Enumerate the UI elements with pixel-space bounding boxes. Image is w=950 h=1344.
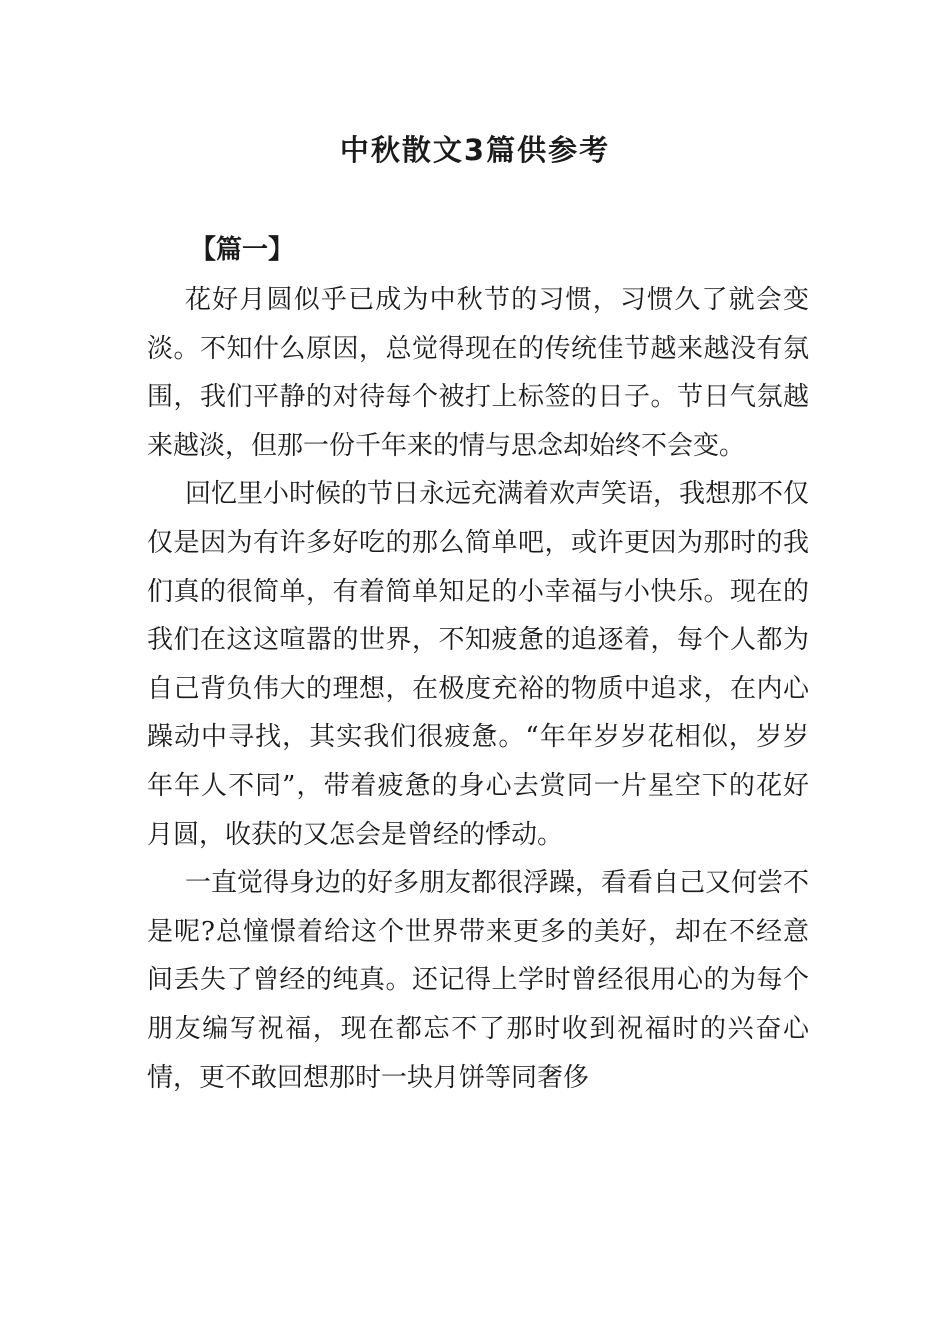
paragraph: 花好月圆似乎已成为中秋节的习惯，习惯久了就会变淡。不知什么原因，总觉得现在的传统佳节越来越没有氛围，我们平静的对待每个被打上标签的日子。节日气氛越来越淡，但那一份千年来的情与思念却始终不会变。 — [147, 285, 809, 461]
paragraph: 回忆里小时候的节日永远充满着欢声笑语，我想那不仅仅是因为有许多好吃的那么简单吧，或许更因为那时的我们真的很简单，有着简单知足的小幸福与小快乐。现在的我们在这这喧嚣的世界，不知疲惫的追逐着，每个人都为自己背负伟大的理想，在极度充裕的物质中追求，在内心躁动中寻找，其实我们很疲惫。“年年岁岁花相似，岁岁年年人不同”，带着疲惫的身心去赏同一片星空下的花好月圆，收获的又怎会是曾经的悸动。 — [147, 479, 810, 850]
body-text — [147, 276, 809, 1102]
document-title: 中秋散文3篇供参考 — [339, 133, 611, 167]
section-heading: 【篇一】 — [190, 235, 295, 265]
paragraph: 一直觉得身边的好多朋友都很浮躁，看看自己又何尝不是呢?总憧憬着给这个世界带来更多的美好，却在不经意间丢失了曾经的纯真。还记得上学时曾经很用心的为每个朋友编写祝福，现在都忘不了那时收到祝福时的兴奋心情，更不敢回想那时一块月饼等同奢侈 — [147, 868, 810, 1093]
